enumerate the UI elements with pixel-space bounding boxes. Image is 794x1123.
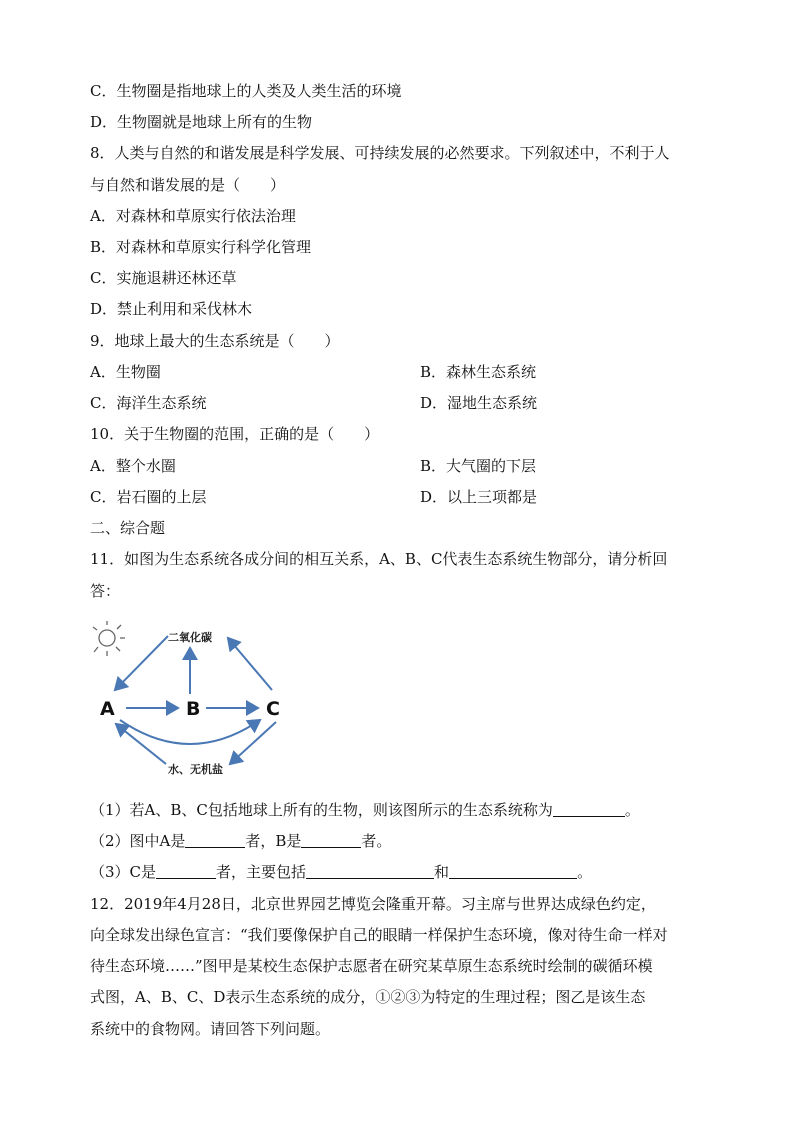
q11-sub2 — [90, 831, 391, 851]
q11-sub2-text: （2）图中A是 — [90, 832, 186, 850]
q10-stem: 10．关于生物圈的范围，正确的是（ ） — [90, 425, 380, 443]
q10-option-b: B．大气圈的下层 — [420, 457, 537, 475]
q12-line2: 向全球发出绿色宣言：“我们要像保护自己的眼睛一样保护生态环境，像对待生命一样对 — [90, 926, 668, 944]
q9-stem: 9．地球上最大的生态系统是（ ） — [90, 332, 340, 350]
q8-stem-line1: 8．人类与自然的和谐发展是科学发展、可持续发展的必然要求。下列叙述中，不利于人 — [90, 144, 670, 162]
q9-option-c: C．海洋生态系统 — [90, 394, 207, 412]
q11-sub3-mid2: 和 — [434, 863, 450, 881]
answer-blank-6[interactable] — [449, 863, 577, 879]
answer-blank-4[interactable] — [156, 863, 216, 879]
answer-blank-1[interactable] — [553, 801, 625, 817]
section-heading: 二、综合题 — [90, 519, 166, 537]
q11-sub1 — [90, 800, 640, 820]
q11-sub1-text: （1）若A、B、C包括地球上所有的生物，则该图所示的生态系统称为 — [90, 801, 553, 819]
sun-icon — [93, 621, 125, 656]
q7-option-d: D．生物圈就是地球上所有的生物 — [90, 113, 313, 131]
q8-option-a: A．对森林和草原实行依法治理 — [90, 207, 296, 225]
q11-sub3-mid1: 者，主要包括 — [216, 863, 307, 881]
water-label: 水、无机盐 — [168, 763, 223, 776]
ecosystem-diagram — [90, 618, 300, 783]
co2-label: 二氧化碳 — [168, 631, 212, 644]
q7-option-c: C．生物圈是指地球上的人类及人类生活的环境 — [90, 82, 402, 100]
q11-sub3 — [90, 862, 592, 882]
q12-line5: 系统中的食物网。请回答下列问题。 — [90, 1020, 331, 1038]
q11-sub3-text: （3）C是 — [90, 863, 157, 881]
arrow-a-to-c-curve — [120, 720, 260, 744]
q12-line1: 12．2019年4月28日，北京世界园艺博览会隆重开幕。习主席与世界达成绿色约定， — [90, 895, 656, 913]
q11-sub3-end: 。 — [577, 863, 593, 881]
q9-option-b: B．森林生态系统 — [420, 363, 537, 381]
q8-option-c: C．实施退耕还林还草 — [90, 269, 237, 287]
q10-option-d: D．以上三项都是 — [420, 488, 538, 506]
arrow-co2-to-a — [115, 636, 168, 690]
node-c: C — [266, 698, 280, 720]
answer-blank-5[interactable] — [306, 863, 434, 879]
node-b: B — [186, 698, 201, 720]
q9-option-d: D．湿地生态系统 — [420, 394, 538, 412]
q11-sub1-end: 。 — [624, 801, 640, 819]
q10-option-c: C．岩石圈的上层 — [90, 488, 207, 506]
answer-blank-2[interactable] — [185, 832, 245, 848]
q12-line4: 式图，A、B、C、D表示生态系统的成分，①②③为特定的生理过程；图乙是该生态 — [90, 988, 646, 1006]
arrow-c-to-co2 — [228, 638, 272, 690]
q11-sub2-mid: 者，B是 — [245, 832, 302, 850]
q12-line3: 待生态环境……”图甲是某校生态保护志愿者在研究某草原生态系统时绘制的碳循环模 — [90, 957, 653, 975]
q8-option-d: D．禁止利用和采伐林木 — [90, 300, 253, 318]
q8-stem-line2: 与自然和谐发展的是（ ） — [90, 176, 286, 194]
arrow-c-to-water — [230, 722, 276, 764]
answer-blank-3[interactable] — [301, 832, 361, 848]
q9-option-a: A．生物圈 — [90, 363, 161, 381]
q11-stem-line1: 11．如图为生态系统各成分间的相互关系，A、B、C代表生态系统生物部分，请分析回 — [90, 550, 668, 568]
q11-sub2-end: 者。 — [361, 832, 392, 850]
node-a: A — [100, 698, 115, 720]
arrow-water-to-a — [116, 724, 166, 764]
q10-option-a: A．整个水圈 — [90, 457, 176, 475]
q11-stem-line2: 答： — [90, 582, 121, 600]
q8-option-b: B．对森林和草原实行科学化管理 — [90, 238, 312, 256]
